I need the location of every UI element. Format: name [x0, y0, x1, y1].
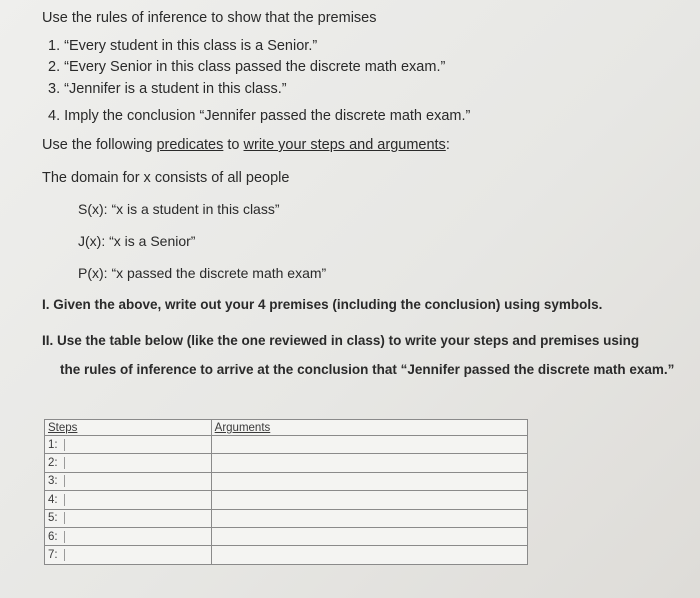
table-header-row — [45, 420, 528, 436]
step-number: 2: — [48, 457, 65, 469]
table-row — [45, 454, 528, 472]
steps-arguments-link[interactable]: write your steps and arguments — [243, 137, 446, 153]
table-row — [45, 436, 528, 454]
question-2-line-2: the rules of inference to arrive at the conclusion that “Jennifer passed the discrete math exam.” — [60, 362, 675, 377]
question-1: I. Given the above, write out your 4 premises (including the conclusion) using symbols. — [42, 297, 603, 312]
step-cell[interactable] — [45, 527, 212, 545]
table-row — [45, 527, 528, 545]
table-row — [45, 472, 528, 490]
table-row — [45, 509, 528, 527]
argument-cell[interactable] — [211, 546, 527, 564]
predicates-prefix: Use the following — [42, 137, 157, 153]
step-number: 3: — [48, 475, 65, 487]
premise-2: 2. “Every Senior in this class passed the discrete math exam.” — [48, 59, 446, 75]
steps-header: Steps — [45, 420, 212, 436]
question-2-line-1: II. Use the table below (like the one reviewed in class) to write your steps and premises using — [42, 333, 640, 348]
step-cell[interactable] — [45, 509, 212, 527]
argument-cell[interactable] — [211, 436, 527, 454]
premise-4: 4. Imply the conclusion “Jennifer passed the discrete math exam.” — [48, 108, 471, 124]
arguments-header: Arguments — [211, 420, 527, 436]
step-number: 7: — [48, 549, 65, 561]
predicates-middle: to — [223, 137, 244, 153]
predicates-instruction — [42, 136, 450, 154]
predicate-p: P(x): “x passed the discrete math exam” — [78, 265, 327, 281]
step-number: 4: — [48, 494, 65, 506]
table-row — [45, 491, 528, 509]
premise-3: 3. “Jennifer is a student in this class.” — [48, 81, 287, 97]
step-number: 6: — [48, 531, 65, 543]
predicate-j: J(x): “x is a Senior” — [78, 233, 196, 249]
steps-table — [44, 419, 528, 565]
domain-text: The domain for x consists of all people — [42, 170, 290, 186]
argument-cell[interactable] — [211, 472, 527, 490]
predicate-s: S(x): “x is a student in this class” — [78, 201, 280, 217]
argument-cell[interactable] — [211, 509, 527, 527]
predicates-suffix: : — [445, 137, 450, 153]
step-cell[interactable] — [45, 436, 212, 454]
argument-cell[interactable] — [211, 491, 527, 509]
argument-cell[interactable] — [211, 527, 527, 545]
predicates-link[interactable]: predicates — [156, 137, 224, 153]
premise-1: 1. “Every student in this class is a Senior.” — [48, 38, 318, 54]
step-number: 1: — [48, 439, 65, 451]
step-cell[interactable] — [45, 472, 212, 490]
intro-text: Use the rules of inference to show that the premises — [42, 10, 377, 26]
step-cell[interactable] — [45, 491, 212, 509]
step-number: 5: — [48, 512, 65, 524]
step-cell[interactable] — [45, 546, 212, 564]
step-cell[interactable] — [45, 454, 212, 472]
table-row — [45, 546, 528, 564]
argument-cell[interactable] — [211, 454, 527, 472]
